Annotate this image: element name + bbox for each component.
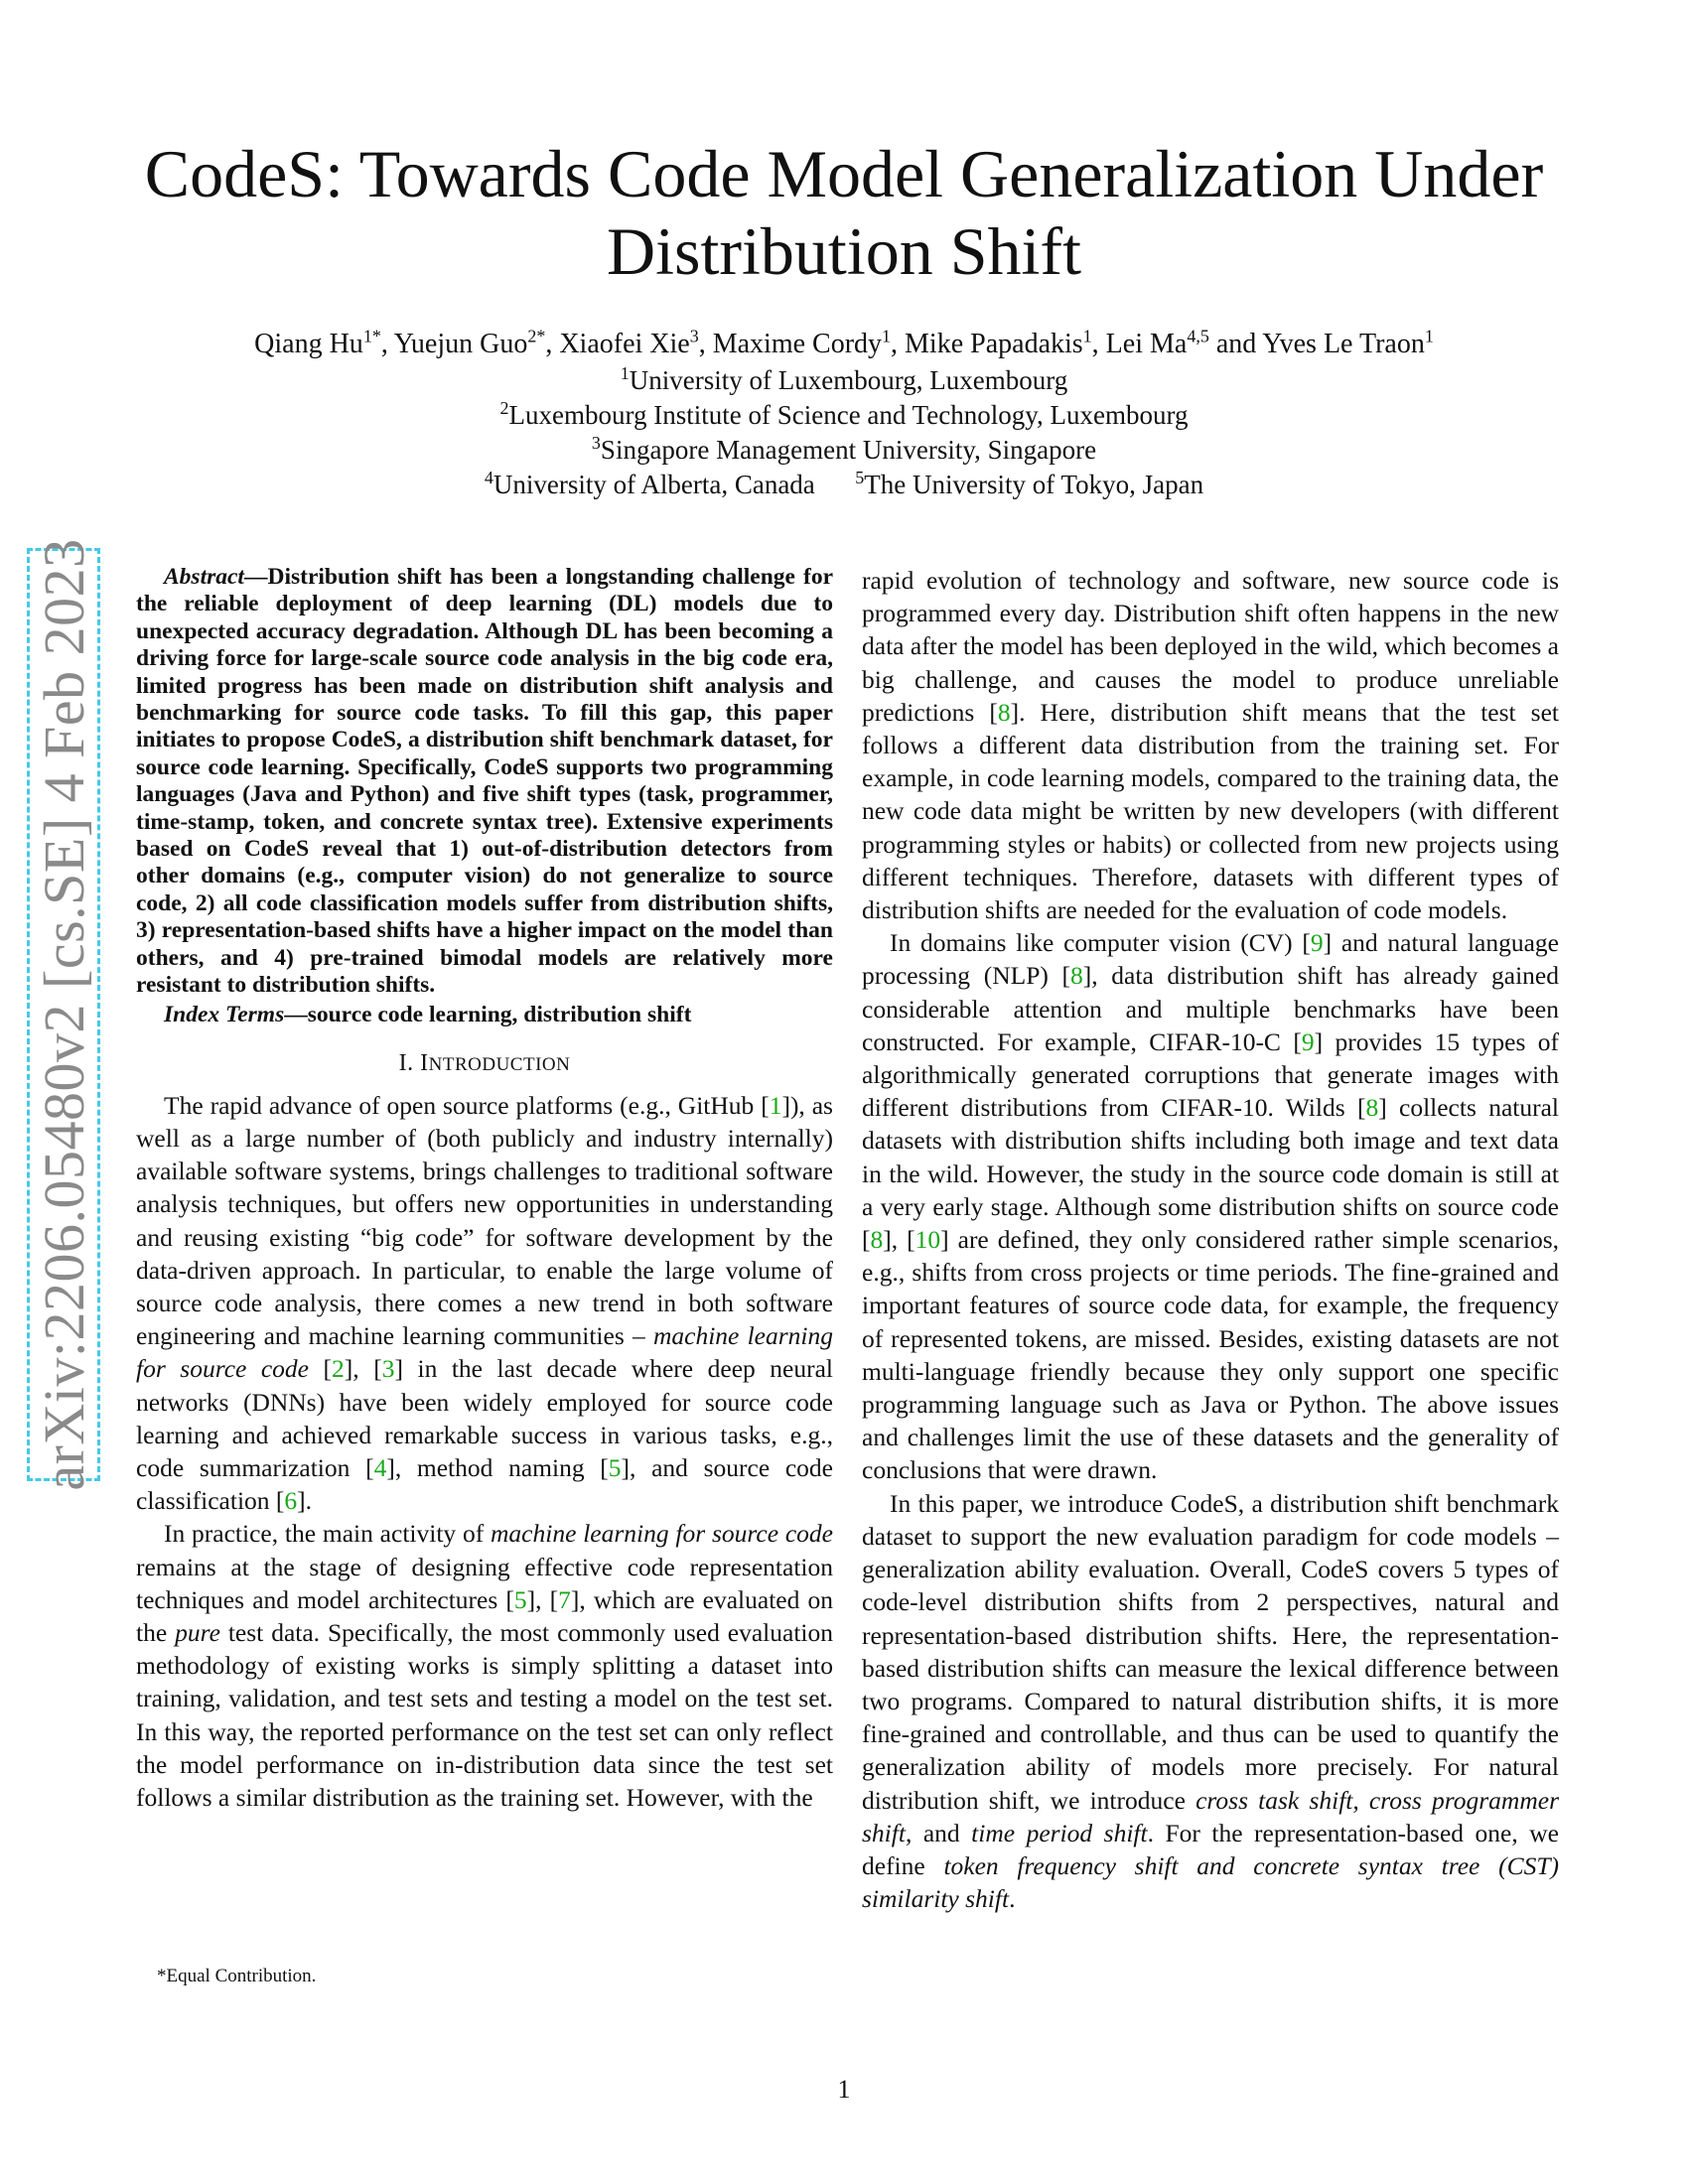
affiliation-line xyxy=(99,433,1589,468)
citation-link[interactable]: 8 xyxy=(997,697,1011,727)
index-terms-text: —source code learning, distribution shift xyxy=(284,1001,692,1027)
right-column xyxy=(862,564,1559,1915)
author-sup: 3 xyxy=(689,326,699,346)
section-title-initial: I xyxy=(420,1049,429,1076)
citation-link[interactable]: 9 xyxy=(1301,1026,1315,1056)
author-sup: 1 xyxy=(1424,326,1434,346)
section-title-rest: NTRODUCTION xyxy=(428,1053,571,1075)
affiliation-text: University of Alberta, Canada xyxy=(492,470,815,499)
body-paragraph: In practice, the main activity of machine learning for source code remains at the stage of designing effective code representation techniques and model architectures [5], [7], which are evaluated on the pure test data. Specifically, the most commonly used evaluation methodology of existing works is simply splitting a dataset into training, validation, and test sets and testing a model on the test set. In this way, the reported performance on the test set can only reflect the model performance on in-distribution data since the test set follows a similar distribution as the training set. However, with the xyxy=(136,1519,834,1812)
affiliation-sup: 2 xyxy=(499,398,509,418)
author-sup: 4,5 xyxy=(1187,326,1209,346)
affiliation-text: University of Luxembourg, Luxembourg xyxy=(629,365,1068,395)
body-paragraph: rapid evolution of technology and software, new source code is programmed every day. Distribution shift often happens in the new data after the model has been deployed in the wild, which becomes a big challenge, and causes the model to produce unreliable predictions [8]. Here, distribution shift means that the test set follows a different data distribution from the training set. For example, in code learning models, compared to the training data, the new code data might be written by new developers (with different programming styles or habits) or collected from new projects using different techniques. Therefore, datasets with different types of distribution shifts are needed for the evaluation of code models. xyxy=(862,566,1559,925)
affiliation-line xyxy=(99,398,1589,433)
author-list: Qiang $Hu^{1*}$, Yuejun Guo$^{2*}$, Xiaofei Xie$^3$, Maxime Cordy$^1$, Mike Papadakis$^1$, Lei Ma$^{4,5}$ and Yves Le Traon$^1$ xyxy=(254,326,1434,359)
affiliation-line xyxy=(99,363,1589,398)
body-paragraph: The rapid advance of open source platforms (e.g., GitHub [1]), as well as a large number of (both publicly and industry internally) available software systems, brings challenges to traditional software analysis techniques, but offers new opportunities in understanding and reusing existing “big code” for software development by the data-driven approach. In particular, to enable the large volume of source code analysis, there comes a new trend in both software engineering and machine learning communities – machine learning for source code [2], [3] in the last decade where deep neural networks (DNNs) have been widely employed for source code learning and achieved remarkable success in various tasks, e.g., code summarization [4], method naming [5], and source code classification [6]. xyxy=(136,1090,834,1516)
author-name: Yves Le Traon xyxy=(1262,329,1425,359)
author-sup: 1 xyxy=(1082,326,1092,346)
affiliation-text: Luxembourg Institute of Science and Technology, Luxembourg xyxy=(508,400,1189,430)
abstract xyxy=(136,564,833,1000)
paper-title: CodeS: Towards Code Model Generalization Under Distribution Shift xyxy=(144,136,1544,289)
citation-link[interactable]: 8 xyxy=(870,1225,884,1255)
citation-link[interactable]: 4 xyxy=(373,1452,387,1482)
affiliation-sup: 1 xyxy=(620,363,630,383)
citation-link[interactable]: 5 xyxy=(608,1452,622,1482)
page-number: 1 xyxy=(837,2075,851,2104)
author-name: Maxime Cordy xyxy=(712,329,883,359)
section-number: I. xyxy=(398,1049,414,1076)
citation-link[interactable]: 9 xyxy=(1310,928,1324,958)
affiliation-text: Singapore Management University, Singapore xyxy=(600,435,1097,465)
citation-link[interactable]: 7 xyxy=(558,1584,571,1614)
citation-link[interactable]: 3 xyxy=(381,1354,395,1384)
affiliation-text: The University of Tokyo, Japan xyxy=(864,470,1204,499)
citation-link[interactable]: 8 xyxy=(1365,1093,1379,1123)
author-sup: 1* xyxy=(362,326,381,346)
citation-link[interactable]: 8 xyxy=(1070,961,1083,991)
affiliation-line xyxy=(99,468,1589,502)
body-paragraph: In domains like computer vision (CV) [9] and natural language processing (NLP) [8], data distribution shift has already gained considerable attention and multiple benchmarks have been constructed. For example, CIFAR-10-C [9] provides 15 types of algorithmically generated corruptions that generate images with different distributions from CIFAR-10. Wilds [8] collects natural datasets with distribution shifts including both image and text data in the wild. However, the study in the source code domain is still at a very early stage. Although some distribution shifts on source code [8], [10] are defined, they only considered rather simple scenarios, e.g., shifts from cross projects or time periods. The fine-grained and important features of source code data, for example, the frequency of represented tokens, are missed. Besides, existing datasets are not multi-language friendly because they only support one specific programming language such as Java or Python. The above issues and challenges limit the use of these datasets and the generality of conclusions that were drawn. xyxy=(862,928,1560,1485)
citation-link[interactable]: 10 xyxy=(914,1225,941,1255)
author-sup: 1 xyxy=(882,326,892,346)
body-paragraph: In this paper, we introduce CodeS, a distribution shift benchmark dataset to support the new evaluation paradigm for code models – generalization ability evaluation. Overall, CodeS covers 5 types of code-level distribution shifts from 2 perspectives, natural and representation-based distribution shifts. Here, the representation-based distribution shifts can measure the lexical difference between two programs. Compared to natural distribution shifts, it is more fine-grained and controllable, and thus can be used to quantify the generalization ability of models more precisely. For natural distribution shift, we introduce cross task shift, cross programmer shift, and time period shift. For the representation-based one, we define token frequency shift and concrete syntax tree (CST) similarity shift. xyxy=(862,1488,1559,1914)
affiliation-sup: 3 xyxy=(591,433,601,453)
abstract-text: —Distribution shift has been a longstanding challenge for the reliable deployment of deep learning (DL) models due to unexpected accuracy degradation. Although DL has been becoming a driving force for large-scale source code analysis in the big code era, limited progress has been made on distribution shift analysis and benchmarking for source code tasks. To fill this gap, this paper initiates to propose CodeS, a distribution shift benchmark dataset, for source code learning. Specifically, CodeS supports two programming languages (Java and Python) and five shift types (task, programmer, time-stamp, token, and concrete syntax tree). Extensive experiments based on CodeS reveal that 1) out-of-distribution detectors from other domains (e.g., computer vision) do not generalize to source code, 2) all code classification models suffer from distribution shifts, 3) representation-based shifts have a higher impact on the model than others, and 4) pre-trained bimodal models are relatively more resistant to distribution shifts. xyxy=(136,564,833,999)
citation-link[interactable]: 1 xyxy=(769,1090,782,1120)
section-heading xyxy=(136,1047,833,1081)
citation-link[interactable]: 2 xyxy=(332,1354,345,1384)
author-name: Mike Papadakis xyxy=(905,329,1083,359)
author-sup: 2* xyxy=(527,326,546,346)
author-name: Qiang Hu xyxy=(254,329,363,359)
citation-link[interactable]: 5 xyxy=(513,1584,527,1614)
affiliation-sup: 5 xyxy=(855,468,865,487)
index-terms-lead: Index Terms xyxy=(164,1001,285,1027)
affiliation-list xyxy=(99,363,1589,502)
author-name: Xiaofei Xie xyxy=(559,329,690,359)
index-terms xyxy=(136,1000,833,1029)
author-name: Yuejun Guo xyxy=(393,329,528,359)
left-column xyxy=(136,564,833,1814)
citation-link[interactable]: 6 xyxy=(284,1486,298,1516)
arxiv-stamp[interactable]: arXiv:2206.05480v2 [cs.SE] 4 Feb 2023 xyxy=(31,538,96,1491)
footnote: *Equal Contribution. xyxy=(157,1966,317,1986)
affiliation-sup: 4 xyxy=(484,468,493,487)
author-name: Lei Ma xyxy=(1105,329,1188,359)
abstract-lead: Abstract xyxy=(164,564,244,590)
